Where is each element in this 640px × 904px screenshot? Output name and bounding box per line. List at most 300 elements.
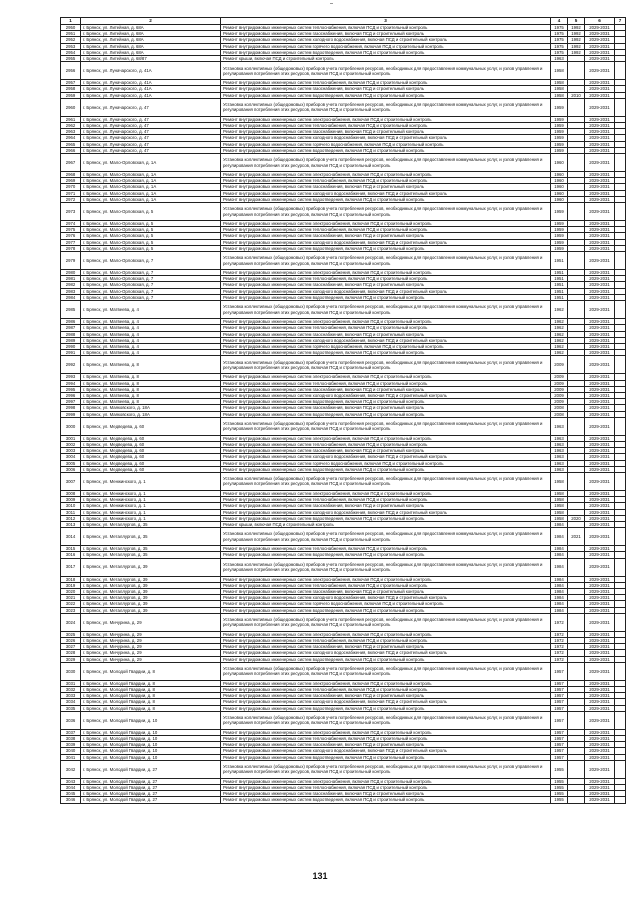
work-type-cell: Ремонт внутридомовых инженерных систем водоотведения, включая ПСД и строительный контроль xyxy=(221,607,551,613)
work-type-cell: Установка коллективных (общедомовых) приборов учета потребления ресурсов, необходимых для предоставления коммунальных услуг, и узлов управления и регулирования потребления этих ресурсов, включая ПСД и строительный контроль xyxy=(221,301,551,319)
build-year-cell: 1955 xyxy=(551,791,568,797)
row-number: 2953 xyxy=(61,43,81,49)
row-number: 2967 xyxy=(61,154,81,172)
note-cell xyxy=(615,252,626,270)
row-number: 2954 xyxy=(61,49,81,55)
build-year-cell: 1972 xyxy=(551,644,568,650)
period-cell: 2029-2031 xyxy=(585,154,615,172)
work-type-cell: Ремонт внутридомовых инженерных систем электроснабжения, включая ПСД и строительный контроль xyxy=(221,729,551,735)
table-row xyxy=(61,558,626,576)
row-number: 2977 xyxy=(61,239,81,245)
period-cell: 2029-2031 xyxy=(585,435,615,441)
row-number: 3037 xyxy=(61,729,81,735)
row-number: 2988 xyxy=(61,331,81,337)
period-cell: 2029-2031 xyxy=(585,576,615,582)
build-year-cell: 1955 xyxy=(551,785,568,791)
address-cell: г. Брянск, ул. Матвеева, д. 4 xyxy=(81,337,221,343)
work-type-cell: Ремонт внутридомовых инженерных систем холодного водоснабжения, включая ПСД и строительный контроль xyxy=(221,190,551,196)
period-cell: 2029-2031 xyxy=(585,748,615,754)
address-cell: г. Брянск, ул. Молодой Гвардии, д. 8 xyxy=(81,699,221,705)
note-cell xyxy=(615,662,626,680)
work-type-cell: Ремонт внутридомовых инженерных систем газоснабжения, включая ПСД и строительный контроль xyxy=(221,331,551,337)
build-year-cell: 1960 xyxy=(551,154,568,172)
note-cell xyxy=(615,613,626,631)
address-cell: г. Брянск, ул. Молодой Гвардии, д. 8 xyxy=(81,693,221,699)
row-number: 3045 xyxy=(61,791,81,797)
work-type-cell: Ремонт крыши, включая ПСД и строительный контроль xyxy=(221,56,551,62)
row-number: 3014 xyxy=(61,528,81,546)
address-cell: г. Брянск, ул. Молодой Гвардии, д. 10 xyxy=(81,729,221,735)
row-number: 2990 xyxy=(61,343,81,349)
build-year-cell: 1955 xyxy=(551,760,568,778)
period-cell: 2029-2031 xyxy=(585,662,615,680)
row-number: 3001 xyxy=(61,435,81,441)
address-cell: г. Брянск, ул. Литейная, д. 68А xyxy=(81,31,221,37)
address-cell: г. Брянск, ул. Луначарского, д. 47 xyxy=(81,135,221,141)
header-cell: 1 xyxy=(61,18,81,25)
period-cell: 2029-2031 xyxy=(585,129,615,135)
row-number: 3042 xyxy=(61,760,81,778)
row-number: 2969 xyxy=(61,178,81,184)
work-type-cell: Ремонт внутридомовых инженерных систем электроснабжения, включая ПСД и строительный контроль xyxy=(221,319,551,325)
row-number: 3008 xyxy=(61,490,81,496)
note-cell xyxy=(615,98,626,116)
work-type-cell: Ремонт внутридомовых инженерных систем электроснабжения, включая ПСД и строительный контроль xyxy=(221,172,551,178)
build-year-cell: 1962 xyxy=(551,331,568,337)
build-year-cell: 1959 xyxy=(551,233,568,239)
row-number: 3004 xyxy=(61,454,81,460)
period-cell: 2029-2031 xyxy=(585,399,615,405)
work-type-cell: Ремонт внутридомовых инженерных систем холодного водоснабжения, включая ПСД и строительный контроль xyxy=(221,37,551,43)
period-cell: 2029-2031 xyxy=(585,711,615,729)
period-cell: 2029-2031 xyxy=(585,331,615,337)
address-cell: г. Брянск, ул. Мало-Орловская, д. 7 xyxy=(81,270,221,276)
work-type-cell: Ремонт внутридомовых инженерных систем водоотведения, включая ПСД и строительный контроль xyxy=(221,515,551,521)
header-cell: 5 xyxy=(568,18,585,25)
row-number: 2975 xyxy=(61,227,81,233)
period-cell: 2029-2031 xyxy=(585,797,615,803)
build-year-cell: 1984 xyxy=(551,607,568,613)
address-cell: г. Брянск, ул. Матвеева, д. 4 xyxy=(81,319,221,325)
row-number: 2963 xyxy=(61,129,81,135)
row-number: 2983 xyxy=(61,288,81,294)
period-cell: 2029-2031 xyxy=(585,601,615,607)
build-year-cell: 1962 xyxy=(551,325,568,331)
build-year-cell: 1959 xyxy=(551,221,568,227)
address-cell: г. Брянск, ул. Медведева, д. 60 xyxy=(81,441,221,447)
period-cell: 2029-2031 xyxy=(585,607,615,613)
last-repair-year-cell xyxy=(568,711,585,729)
build-year-cell: 1959 xyxy=(551,135,568,141)
build-year-cell: 1959 xyxy=(551,147,568,153)
build-year-cell: 1975 xyxy=(551,43,568,49)
work-type-cell: Ремонт внутридомовых инженерных систем водоотведения, включая ПСД и строительный контроль xyxy=(221,705,551,711)
address-cell: г. Брянск, ул. Металлургов, д. 39 xyxy=(81,558,221,576)
address-cell: г. Брянск, ул. Мало-Орловская, д. 1А xyxy=(81,154,221,172)
work-type-cell: Ремонт внутридомовых инженерных систем теплоснабжения, включая ПСД и строительный контроль xyxy=(221,441,551,447)
build-year-cell: 1958 xyxy=(551,509,568,515)
work-type-cell: Установка коллективных (общедомовых) приборов учета потребления ресурсов, необходимых для предоставления коммунальных услуг, и узлов управления и регулирования потребления этих ресурсов, включая ПСД и строительный контроль xyxy=(221,528,551,546)
row-number: 3013 xyxy=(61,521,81,527)
row-number: 2957 xyxy=(61,80,81,86)
row-number: 2978 xyxy=(61,245,81,251)
note-cell xyxy=(615,528,626,546)
address-cell: г. Брянск, ул. Мало-Орловская, д. 7 xyxy=(81,282,221,288)
row-number: 3046 xyxy=(61,797,81,803)
work-type-cell: Ремонт внутридомовых инженерных систем электроснабжения, включая ПСД и строительный контроль xyxy=(221,221,551,227)
work-type-cell: Ремонт внутридомовых инженерных систем электроснабжения, включая ПСД и строительный контроль xyxy=(221,680,551,686)
row-number: 2995 xyxy=(61,386,81,392)
build-year-cell: 1951 xyxy=(551,282,568,288)
work-type-cell: Ремонт внутридомовых инженерных систем водоотведения, включая ПСД и строительный контроль xyxy=(221,754,551,760)
build-year-cell: 1957 xyxy=(551,748,568,754)
row-number: 2999 xyxy=(61,411,81,417)
work-type-cell: Ремонт внутридомовых инженерных систем газоснабжения, включая ПСД и строительный контроль xyxy=(221,503,551,509)
row-number: 3018 xyxy=(61,576,81,582)
period-cell: 2029-2031 xyxy=(585,503,615,509)
address-cell: г. Брянск, ул. Луначарского, д. 41А xyxy=(81,86,221,92)
build-year-cell: 2009 xyxy=(551,374,568,380)
row-number: 2998 xyxy=(61,405,81,411)
period-cell: 2029-2031 xyxy=(585,785,615,791)
period-cell: 2029-2031 xyxy=(585,276,615,282)
address-cell: г. Брянск, ул. Луначарского, д. 47 xyxy=(81,98,221,116)
note-cell xyxy=(615,203,626,221)
build-year-cell: 2009 xyxy=(551,392,568,398)
work-type-cell: Ремонт внутридомовых инженерных систем водоотведения, включая ПСД и строительный контроль xyxy=(221,797,551,803)
build-year-cell: 1958 xyxy=(551,62,568,80)
period-cell: 2029-2031 xyxy=(585,693,615,699)
row-number: 3021 xyxy=(61,595,81,601)
build-year-cell: 1958 xyxy=(551,80,568,86)
work-type-cell: Установка коллективных (общедомовых) приборов учета потребления ресурсов, необходимых для предоставления коммунальных услуг, и узлов управления и регулирования потребления этих ресурсов, включая ПСД и строительный контроль xyxy=(221,203,551,221)
last-repair-year-cell xyxy=(568,98,585,116)
build-year-cell: 1959 xyxy=(551,245,568,251)
row-number: 3033 xyxy=(61,693,81,699)
build-year-cell: 1951 xyxy=(551,270,568,276)
address-cell: г. Брянск, ул. Металлургов, д. 39 xyxy=(81,582,221,588)
build-year-cell: 1960 xyxy=(551,172,568,178)
build-year-cell: 1951 xyxy=(551,252,568,270)
period-cell: 2029-2031 xyxy=(585,448,615,454)
period-cell: 2029-2031 xyxy=(585,460,615,466)
period-cell: 2029-2031 xyxy=(585,613,615,631)
address-cell: г. Брянск, ул. Металлургов, д. 35 xyxy=(81,521,221,527)
period-cell: 2029-2031 xyxy=(585,56,615,62)
build-year-cell: 1972 xyxy=(551,650,568,656)
work-type-cell: Ремонт внутридомовых инженерных систем теплоснабжения, включая ПСД и строительный контроль xyxy=(221,178,551,184)
work-type-cell: Ремонт внутридомовых инженерных систем холодного водоснабжения, включая ПСД и строительный контроль xyxy=(221,699,551,705)
period-cell: 2029-2031 xyxy=(585,233,615,239)
period-cell: 2029-2031 xyxy=(585,25,615,31)
work-type-cell: Ремонт внутридомовых инженерных систем газоснабжения, включая ПСД и строительный контроль xyxy=(221,693,551,699)
work-type-cell: Ремонт внутридомовых инженерных систем теплоснабжения, включая ПСД и строительный контроль xyxy=(221,325,551,331)
work-type-cell: Ремонт внутридомовых инженерных систем электроснабжения, включая ПСД и строительный контроль xyxy=(221,116,551,122)
table-row xyxy=(61,711,626,729)
period-cell: 2029-2031 xyxy=(585,301,615,319)
address-cell: г. Брянск, ул. Молодой Гвардии, д. 10 xyxy=(81,754,221,760)
address-cell: г. Брянск, ул. Менжинского, д. 1 xyxy=(81,509,221,515)
address-cell: г. Брянск, ул. Мало-Орловская, д. 5 xyxy=(81,203,221,221)
period-cell: 2029-2031 xyxy=(585,147,615,153)
last-repair-year-cell xyxy=(568,613,585,631)
row-number: 2986 xyxy=(61,319,81,325)
build-year-cell: 1957 xyxy=(551,680,568,686)
period-cell: 2029-2031 xyxy=(585,245,615,251)
address-cell: г. Брянск, ул. Луначарского, д. 41А xyxy=(81,62,221,80)
address-cell: г. Брянск, ул. Мало-Орловская, д. 1А xyxy=(81,196,221,202)
address-cell: г. Брянск, ул. Луначарского, д. 41А xyxy=(81,92,221,98)
period-cell: 2029-2031 xyxy=(585,325,615,331)
row-number: 3034 xyxy=(61,699,81,705)
row-number: 3017 xyxy=(61,558,81,576)
last-repair-year-cell: 2010 xyxy=(568,92,585,98)
period-cell: 2029-2031 xyxy=(585,392,615,398)
address-cell: г. Брянск, ул. Молодой Гвардии, д. 10 xyxy=(81,742,221,748)
table-row xyxy=(61,797,626,803)
period-cell: 2029-2031 xyxy=(585,472,615,490)
work-type-cell: Установка коллективных (общедомовых) приборов учета потребления ресурсов, необходимых для предоставления коммунальных услуг, и узлов управления и регулирования потребления этих ресурсов, включая ПСД и строительный контроль xyxy=(221,356,551,374)
address-cell: г. Брянск, ул. Мало-Орловская, д. 1А xyxy=(81,172,221,178)
period-cell: 2029-2031 xyxy=(585,680,615,686)
row-number: 3023 xyxy=(61,607,81,613)
work-type-cell: Ремонт внутридомовых инженерных систем холодного водоснабжения, включая ПСД и строительный контроль xyxy=(221,595,551,601)
last-repair-year-cell xyxy=(568,417,585,435)
row-number: 3022 xyxy=(61,601,81,607)
work-type-cell: Ремонт внутридомовых инженерных систем теплоснабжения, включая ПСД и строительный контроль xyxy=(221,638,551,644)
work-type-cell: Ремонт внутридомовых инженерных систем холодного водоснабжения, включая ПСД и строительный контроль xyxy=(221,509,551,515)
row-number: 3040 xyxy=(61,748,81,754)
address-cell: г. Брянск, ул. Луначарского, д. 47 xyxy=(81,116,221,122)
work-type-cell: Ремонт внутридомовых инженерных систем водоотведения, включая ПСД и строительный контроль xyxy=(221,656,551,662)
work-type-cell: Ремонт внутридомовых инженерных систем холодного водоснабжения, включая ПСД и строительный контроль xyxy=(221,135,551,141)
work-type-cell: Ремонт внутридомовых инженерных систем электроснабжения, включая ПСД и строительный контроль xyxy=(221,270,551,276)
row-number: 2970 xyxy=(61,184,81,190)
address-cell: г. Брянск, ул. Матвеева, д. 8 xyxy=(81,392,221,398)
row-number: 2979 xyxy=(61,252,81,270)
build-year-cell: 1984 xyxy=(551,521,568,527)
build-year-cell: 1975 xyxy=(551,37,568,43)
build-year-cell: 1957 xyxy=(551,754,568,760)
table-row xyxy=(61,528,626,546)
build-year-cell: 1962 xyxy=(551,337,568,343)
address-cell: г. Брянск, ул. Металлургов, д. 39 xyxy=(81,576,221,582)
address-cell: г. Брянск, ул. Мало-Орловская, д. 5 xyxy=(81,239,221,245)
address-cell: г. Брянск, ул. Матвеева, д. 4 xyxy=(81,325,221,331)
address-cell: г. Брянск, ул. Маяковского, д. 18А xyxy=(81,405,221,411)
row-number: 2962 xyxy=(61,123,81,129)
build-year-cell: 1959 xyxy=(551,98,568,116)
build-year-cell: 1959 xyxy=(551,203,568,221)
build-year-cell: 1984 xyxy=(551,595,568,601)
address-cell: г. Брянск, ул. Литейная, д. 68А xyxy=(81,25,221,31)
work-type-cell: Ремонт внутридомовых инженерных систем водоотведения, включая ПСД и строительный контроль xyxy=(221,350,551,356)
row-number: 3043 xyxy=(61,778,81,784)
last-repair-year-cell xyxy=(568,472,585,490)
period-cell: 2029-2031 xyxy=(585,350,615,356)
row-number: 2965 xyxy=(61,141,81,147)
row-number: 2974 xyxy=(61,221,81,227)
row-number: 3012 xyxy=(61,515,81,521)
note-cell xyxy=(615,154,626,172)
build-year-cell: 1951 xyxy=(551,276,568,282)
work-type-cell: Установка коллективных (общедомовых) приборов учета потребления ресурсов, необходимых для предоставления коммунальных услуг, и узлов управления и регулирования потребления этих ресурсов, включая ПСД и строительный контроль xyxy=(221,417,551,435)
period-cell: 2029-2031 xyxy=(585,582,615,588)
work-type-cell: Ремонт внутридомовых инженерных систем водоотведения, включая ПСД и строительный контроль xyxy=(221,466,551,472)
period-cell: 2029-2031 xyxy=(585,558,615,576)
header-cell: 3 xyxy=(221,18,551,25)
period-cell: 2029-2031 xyxy=(585,521,615,527)
row-number: 2966 xyxy=(61,147,81,153)
work-type-cell: Ремонт внутридомовых инженерных систем электроснабжения, включая ПСД и строительный контроль xyxy=(221,374,551,380)
row-number: 2981 xyxy=(61,276,81,282)
period-cell: 2029-2031 xyxy=(585,294,615,300)
work-type-cell: Ремонт внутридомовых инженерных систем горячего водоснабжения, включая ПСД и строительный контроль xyxy=(221,141,551,147)
period-cell: 2029-2031 xyxy=(585,319,615,325)
address-cell: г. Брянск, ул. Молодой Гвардии, д. 10 xyxy=(81,711,221,729)
address-cell: г. Брянск, ул. Металлургов, д. 39 xyxy=(81,588,221,594)
address-cell: г. Брянск, ул. Молодой Гвардии, д. 10 xyxy=(81,748,221,754)
work-type-cell: Ремонт внутридомовых инженерных систем теплоснабжения, включая ПСД и строительный контроль xyxy=(221,785,551,791)
work-type-cell: Ремонт внутридомовых инженерных систем газоснабжения, включая ПСД и строительный контроль xyxy=(221,644,551,650)
address-cell: г. Брянск, ул. Мало-Орловская, д. 5 xyxy=(81,233,221,239)
table-row xyxy=(61,154,626,172)
work-type-cell: Ремонт внутридомовых инженерных систем холодного водоснабжения, включая ПСД и строительный контроль xyxy=(221,337,551,343)
build-year-cell: 2009 xyxy=(551,380,568,386)
address-cell: г. Брянск, ул. Молодой Гвардии, д. 27 xyxy=(81,785,221,791)
note-cell xyxy=(615,797,626,803)
address-cell: г. Брянск, ул. Менжинского, д. 1 xyxy=(81,515,221,521)
address-cell: г. Брянск, ул. Луначарского, д. 47 xyxy=(81,129,221,135)
row-number: 2950 xyxy=(61,25,81,31)
work-type-cell: Установка коллективных (общедомовых) приборов учета потребления ресурсов, необходимых для предоставления коммунальных услуг, и узлов управления и регулирования потребления этих ресурсов, включая ПСД и строительный контроль xyxy=(221,662,551,680)
address-cell: г. Брянск, ул. Медведева, д. 60 xyxy=(81,435,221,441)
work-type-cell: Ремонт внутридомовых инженерных систем водоотведения, включая ПСД и строительный контроль xyxy=(221,294,551,300)
period-cell: 2029-2031 xyxy=(585,184,615,190)
build-year-cell: 2008 xyxy=(551,411,568,417)
address-cell: г. Брянск, ул. Матвеева, д. 8 xyxy=(81,374,221,380)
address-cell: г. Брянск, ул. Матвеева, д. 8 xyxy=(81,386,221,392)
address-cell: г. Брянск, ул. Молодой Гвардии, д. 27 xyxy=(81,778,221,784)
row-number: 3024 xyxy=(61,613,81,631)
last-repair-year-cell: 2020 xyxy=(568,515,585,521)
period-cell: 2029-2031 xyxy=(585,98,615,116)
address-cell: г. Брянск, ул. Мичурина, д. 29 xyxy=(81,644,221,650)
build-year-cell: 1975 xyxy=(551,25,568,31)
row-number: 3038 xyxy=(61,736,81,742)
work-type-cell: Ремонт внутридомовых инженерных систем теплоснабжения, включая ПСД и строительный контроль xyxy=(221,582,551,588)
address-cell: г. Брянск, ул. Медведева, д. 60 xyxy=(81,454,221,460)
table-row xyxy=(61,760,626,778)
address-cell: г. Брянск, ул. Мало-Орловская, д. 7 xyxy=(81,288,221,294)
row-number: 3039 xyxy=(61,742,81,748)
address-cell: г. Брянск, ул. Медведева, д. 60 xyxy=(81,448,221,454)
header-cell: 7 xyxy=(615,18,626,25)
last-repair-year-cell xyxy=(568,252,585,270)
build-year-cell: 1962 xyxy=(551,350,568,356)
period-cell: 2029-2031 xyxy=(585,515,615,521)
work-type-cell: Установка коллективных (общедомовых) приборов учета потребления ресурсов, необходимых для предоставления коммунальных услуг, и узлов управления и регулирования потребления этих ресурсов, включая ПСД и строительный контроль xyxy=(221,613,551,631)
address-cell: г. Брянск, ул. Молодой Гвардии, д. 8 xyxy=(81,687,221,693)
build-year-cell: 1972 xyxy=(551,656,568,662)
build-year-cell: 1960 xyxy=(551,196,568,202)
build-year-cell: 1984 xyxy=(551,552,568,558)
work-type-cell: Установка коллективных (общедомовых) приборов учета потребления ресурсов, необходимых для предоставления коммунальных услуг, и узлов управления и регулирования потребления этих ресурсов, включая ПСД и строительный контроль xyxy=(221,98,551,116)
row-number: 3029 xyxy=(61,656,81,662)
row-number: 2980 xyxy=(61,270,81,276)
row-number: 2971 xyxy=(61,190,81,196)
row-number: 3035 xyxy=(61,705,81,711)
address-cell: г. Брянск, ул. Молодой Гвардии, д. 8 xyxy=(81,705,221,711)
work-type-cell: Ремонт внутридомовых инженерных систем горячего водоснабжения, включая ПСД и строительный контроль xyxy=(221,601,551,607)
address-cell: г. Брянск, ул. Молодой Гвардии, д. 27 xyxy=(81,791,221,797)
work-type-cell: Ремонт внутридомовых инженерных систем газоснабжения, включая ПСД и строительный контроль xyxy=(221,31,551,37)
work-type-cell: Ремонт внутридомовых инженерных систем холодного водоснабжения, включая ПСД и строительный контроль xyxy=(221,239,551,245)
period-cell: 2029-2031 xyxy=(585,37,615,43)
build-year-cell: 1984 xyxy=(551,576,568,582)
address-cell: г. Брянск, ул. Медведева, д. 60 xyxy=(81,460,221,466)
row-number: 2996 xyxy=(61,392,81,398)
address-cell: г. Брянск, ул. Литейная, д. 68А xyxy=(81,43,221,49)
build-year-cell: 1984 xyxy=(551,582,568,588)
build-year-cell: 1957 xyxy=(551,736,568,742)
build-year-cell: 1963 xyxy=(551,460,568,466)
note-cell xyxy=(615,356,626,374)
address-cell: г. Брянск, ул. Металлургов, д. 35 xyxy=(81,546,221,552)
build-year-cell: 1957 xyxy=(551,711,568,729)
last-repair-year-cell xyxy=(568,558,585,576)
table-row xyxy=(61,252,626,270)
build-year-cell: 2008 xyxy=(551,405,568,411)
work-type-cell: Ремонт крыши, включая ПСД и строительный контроль xyxy=(221,521,551,527)
row-number: 3015 xyxy=(61,546,81,552)
table-row xyxy=(61,301,626,319)
period-cell: 2029-2031 xyxy=(585,288,615,294)
header-cell: 4 xyxy=(551,18,568,25)
note-cell xyxy=(615,760,626,778)
address-cell: г. Брянск, ул. Молодой Гвардии, д. 27 xyxy=(81,760,221,778)
build-year-cell: 1957 xyxy=(551,687,568,693)
row-number: 2973 xyxy=(61,203,81,221)
row-number: 3041 xyxy=(61,754,81,760)
period-cell: 2029-2031 xyxy=(585,196,615,202)
period-cell: 2029-2031 xyxy=(585,546,615,552)
table-row xyxy=(61,62,626,80)
row-number: 2960 xyxy=(61,98,81,116)
period-cell: 2029-2031 xyxy=(585,778,615,784)
build-year-cell: 2009 xyxy=(551,399,568,405)
last-repair-year-cell: 1992 xyxy=(568,49,585,55)
capital-repair-table xyxy=(60,17,626,804)
address-cell: г. Брянск, ул. Молодой Гвардии, д. 8 xyxy=(81,662,221,680)
address-cell: г. Брянск, ул. Мичурина, д. 29 xyxy=(81,650,221,656)
period-cell: 2029-2031 xyxy=(585,172,615,178)
header-cell: 2 xyxy=(81,18,221,25)
work-type-cell: Установка коллективных (общедомовых) приборов учета потребления ресурсов, необходимых для предоставления коммунальных услуг, и узлов управления и регулирования потребления этих ресурсов, включая ПСД и строительный контроль xyxy=(221,62,551,80)
table-row xyxy=(61,613,626,631)
period-cell: 2029-2031 xyxy=(585,405,615,411)
address-cell: г. Брянск, ул. Луначарского, д. 47 xyxy=(81,141,221,147)
period-cell: 2029-2031 xyxy=(585,699,615,705)
work-type-cell: Ремонт внутридомовых инженерных систем теплоснабжения, включая ПСД и строительный контроль xyxy=(221,25,551,31)
work-type-cell: Ремонт внутридомовых инженерных систем холодного водоснабжения, включая ПСД и строительный контроль xyxy=(221,288,551,294)
period-cell: 2029-2031 xyxy=(585,135,615,141)
table-header-row xyxy=(61,18,626,25)
build-year-cell: 1975 xyxy=(551,49,568,55)
period-cell: 2029-2031 xyxy=(585,729,615,735)
build-year-cell: 1962 xyxy=(551,319,568,325)
build-year-cell: 1959 xyxy=(551,129,568,135)
